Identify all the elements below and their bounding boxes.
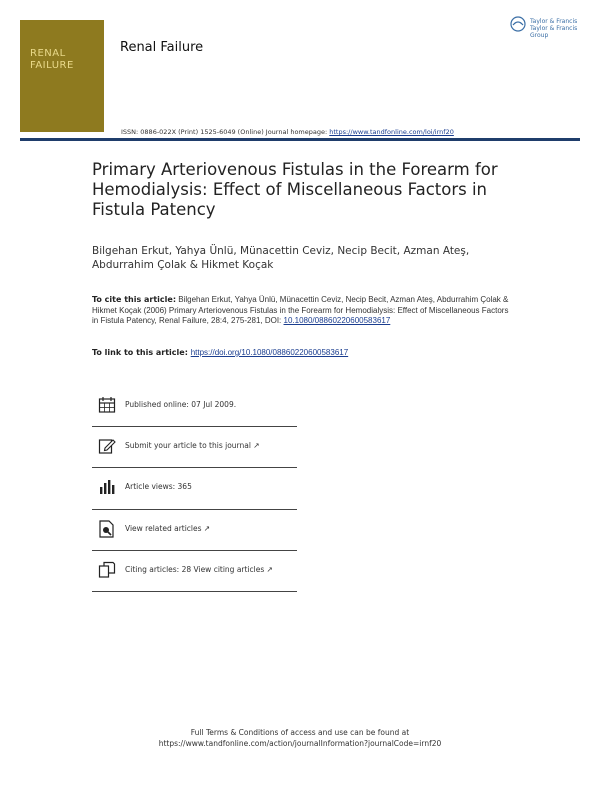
edit-icon xyxy=(98,437,116,455)
related-articles-link[interactable] xyxy=(125,524,210,533)
meta-divider xyxy=(92,509,297,510)
cover-title-line2: FAILURE xyxy=(30,60,74,71)
citing-articles-label: Citing articles: 28 View citing articles xyxy=(125,565,265,574)
citation-block xyxy=(92,295,512,327)
journal-cover xyxy=(20,20,104,132)
issn-line xyxy=(121,128,454,136)
publisher-logo xyxy=(508,14,588,38)
citing-articles-row[interactable] xyxy=(98,553,298,593)
citation-text: Bilgehan Erkut, Yahya Ünlü, Münacettin Ceviz, Necip Becit, Azman Ateş, Abdurrahim Çolak & Hikmet Koçak (2006) Primary Arteriovenous Fistulas in the Forearm for Hemodialysis: Effect of Miscellaneous Factors in Fistula Patency, Renal Failure, 28:4, 275-281, DOI: xyxy=(92,295,509,325)
journal-homepage-link[interactable]: https://www.tandfonline.com/loi/irnf20 xyxy=(329,128,454,136)
article-link-label: To link to this article: xyxy=(92,348,191,357)
publisher-name: Taylor & Francis xyxy=(530,18,578,25)
article-authors: Bilgehan Erkut, Yahya Ünlü, Münacettin Ceviz, Necip Becit, Azman Ateş, Abdurrahim Çolak & Hikmet Koçak xyxy=(92,245,470,271)
publisher-group: Taylor & Francis Group xyxy=(530,25,578,39)
doi-link[interactable]: 10.1080/08860220600583617 xyxy=(283,316,391,325)
published-date: Published online: 07 Jul 2009. xyxy=(125,400,237,409)
published-row xyxy=(98,388,298,428)
bar-chart-icon xyxy=(98,478,116,496)
submit-article-link[interactable] xyxy=(125,441,260,450)
submit-article-label: Submit your article to this journal xyxy=(125,441,251,450)
submit-article-row[interactable] xyxy=(98,429,298,469)
calendar-icon xyxy=(98,396,116,414)
copy-documents-icon xyxy=(98,561,116,579)
article-title: Primary Arteriovenous Fistulas in the Forearm for Hemodialysis: Effect of Miscellaneous Factors in Fistula Patency xyxy=(92,160,498,219)
article-views-row xyxy=(98,470,298,510)
article-link-block xyxy=(92,348,532,357)
search-document-icon xyxy=(98,520,116,538)
meta-divider xyxy=(92,426,297,427)
publisher-logo-icon xyxy=(510,16,526,32)
related-articles-row[interactable] xyxy=(98,512,298,552)
external-link-icon: ↗ xyxy=(266,565,273,574)
external-link-icon: ↗ xyxy=(203,524,211,533)
issn-text: ISSN: 0886-022X (Print) 1525-6049 (Online) Journal homepage: xyxy=(121,128,330,136)
related-articles-label: View related articles xyxy=(125,524,202,533)
header-divider xyxy=(20,138,580,141)
footer-terms: Full Terms & Conditions of access and use can be found at xyxy=(190,728,410,737)
external-link-icon: ↗ xyxy=(253,441,260,450)
meta-divider xyxy=(92,591,297,592)
meta-divider xyxy=(92,550,297,551)
article-doi-url[interactable]: https://doi.org/10.1080/08860220600583617 xyxy=(190,348,349,357)
footer xyxy=(0,727,600,749)
meta-divider xyxy=(92,467,297,468)
citing-articles-link[interactable] xyxy=(125,565,273,574)
footer-url[interactable]: https://www.tandfonline.com/action/journalInformation?journalCode=irnf20 xyxy=(158,739,442,748)
cover-title-line1: RENAL xyxy=(30,48,66,59)
citation-label: To cite this article: xyxy=(92,295,177,304)
article-views: Article views: 365 xyxy=(125,482,192,491)
publisher-logo-text xyxy=(530,18,590,39)
journal-name: Renal Failure xyxy=(120,40,204,55)
